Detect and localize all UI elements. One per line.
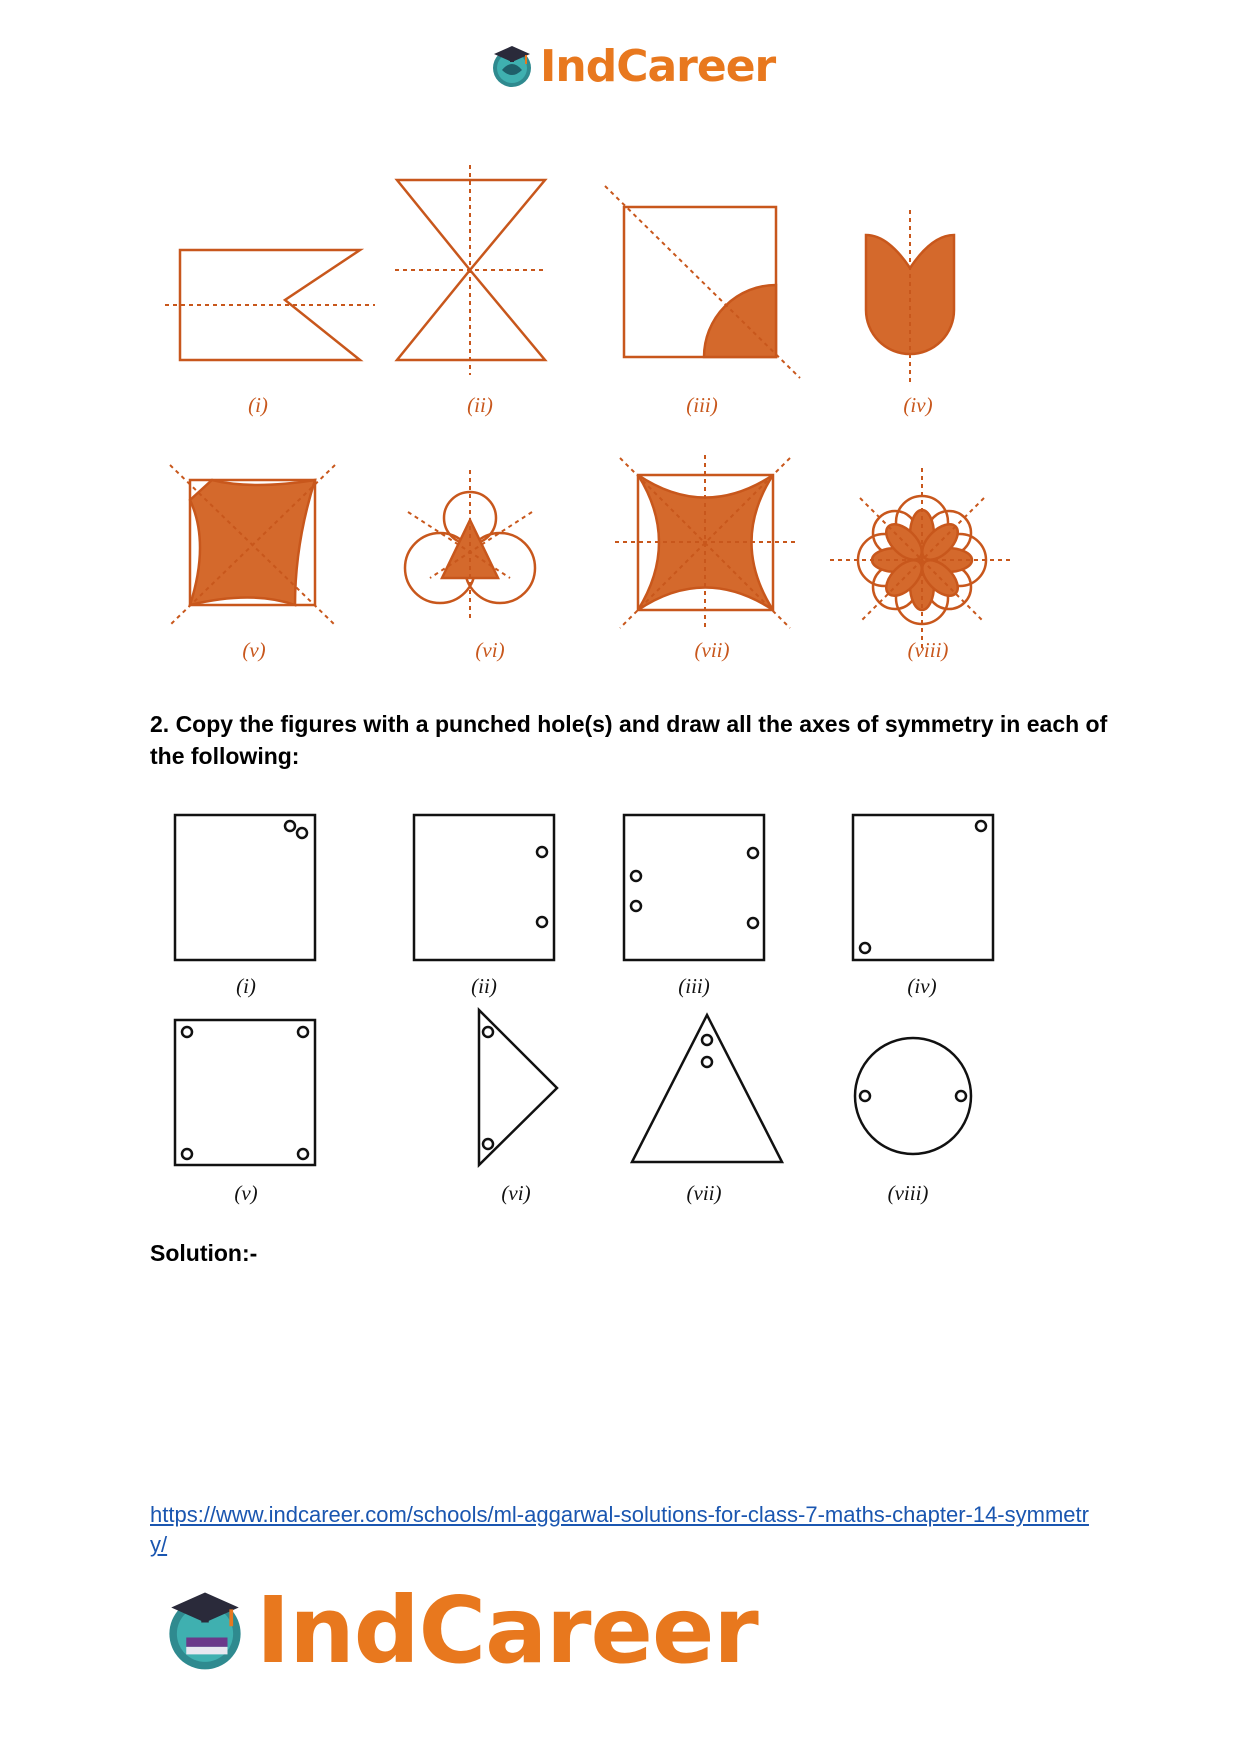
logo-text: IndCareer bbox=[256, 1576, 758, 1684]
source-link[interactable]: https://www.indcareer.com/schools/ml-aggarwal-solutions-for-class-7-maths-chapter-14-symmetry/ bbox=[150, 1502, 1089, 1557]
hole-figure-iv bbox=[853, 815, 993, 960]
hole-figure-i bbox=[175, 815, 315, 960]
fig1-label-ii: (ii) bbox=[467, 393, 493, 417]
symmetry-figures-set-1 bbox=[150, 150, 1030, 670]
hole-figure-vii bbox=[632, 1015, 782, 1162]
fig1-label-viii: (viii) bbox=[907, 638, 949, 662]
logo-text: IndCareer bbox=[540, 40, 776, 92]
figure-v-square-curved bbox=[170, 465, 335, 625]
punched-hole-figures-set-2 bbox=[150, 800, 1010, 1210]
hole-figure-vi bbox=[479, 1010, 557, 1165]
figure-vii-square-star bbox=[615, 455, 795, 630]
figure-ii-hourglass bbox=[395, 165, 545, 375]
figure-vi-triangle-circles bbox=[405, 470, 535, 620]
fig2-label-viii: (viii) bbox=[887, 1181, 929, 1205]
footer-logo bbox=[160, 1576, 758, 1684]
fig1-label-iv: (iv) bbox=[903, 393, 933, 417]
fig1-label-v: (v) bbox=[242, 638, 266, 662]
graduation-globe-icon bbox=[160, 1585, 250, 1675]
fig2-label-v: (v) bbox=[234, 1181, 258, 1205]
graduation-globe-icon bbox=[488, 42, 536, 90]
fig1-label-iii: (iii) bbox=[686, 393, 718, 417]
hole-figure-ii bbox=[414, 815, 554, 960]
fig2-label-vi: (vi) bbox=[501, 1181, 531, 1205]
question-text: 2. Copy the figures with a punched hole(s) and draw all the axes of symmetry in each of the following: bbox=[150, 711, 1108, 769]
fig2-label-iv: (iv) bbox=[907, 974, 937, 998]
fig1-label-vii: (vii) bbox=[694, 638, 730, 662]
hole-figure-v bbox=[175, 1020, 315, 1165]
figure-iv-tulip bbox=[866, 210, 954, 385]
fig2-label-ii: (ii) bbox=[471, 974, 497, 998]
header-logo bbox=[488, 40, 775, 92]
fig2-label-iii: (iii) bbox=[678, 974, 710, 998]
solution-label: Solution:- bbox=[150, 1240, 258, 1266]
fig1-label-i: (i) bbox=[248, 393, 268, 417]
figure-viii-flower bbox=[830, 468, 1014, 652]
hole-figure-iii bbox=[624, 815, 764, 960]
hole-figure-viii bbox=[855, 1038, 971, 1154]
figure-i-arrow-shape bbox=[165, 250, 375, 360]
figure-iii-square-quarter-circle bbox=[605, 186, 800, 378]
fig2-label-vii: (vii) bbox=[686, 1181, 722, 1205]
fig1-label-vi: (vi) bbox=[475, 638, 505, 662]
fig2-label-i: (i) bbox=[236, 974, 256, 998]
